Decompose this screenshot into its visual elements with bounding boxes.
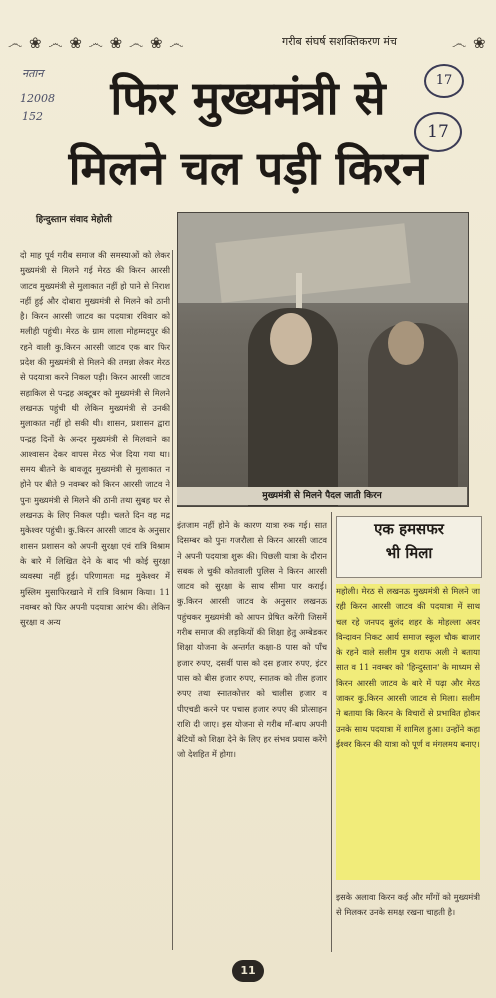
column-divider-1	[172, 250, 173, 950]
photo-caption: मुख्यमंत्री से मिलने पैदल जाती किरन	[177, 487, 467, 505]
boxed-subheading	[336, 516, 482, 578]
handwritten-note-line1: नतान	[22, 67, 44, 80]
headline-line1: फिर मुख्यमंत्री से	[110, 71, 386, 125]
boxed-subheading-line2: भी मिला	[385, 544, 433, 562]
article-column-3: महोली। मेरठ से लखनऊ मुख्यमंत्री से मिलने जा रही किरन आरसी जाटव की पदयात्रा में साथ चल रहे जनपद बुलंद शहर के मोहल्ला अवर विन्दावन निकट आर्य समाज स्कूल चौक बाजार के रहने वाले सलीम पुत्र शराफ अली ने बताया सात व 11 नवम्बर को 'हिन्दुस्तान' के माध्यम से किरन आरसी जाटव के बारे में पढ़ा और मेरठ जाकर कु.किरन आरसी जाटव से मिला। सलीम ने बताया कि किरन के विचारों से प्रभावित होकर उनके साथ पदयात्रा में शामिल हुआ। उन्होंने कहा ईश्वर किरन की यात्रा को पूर्ण व मंगलमय बनाए।	[336, 584, 480, 880]
handwritten-number-1: 17	[424, 64, 464, 98]
header-ornament-left: ෴ ❀ ෴ ❀ ෴ ❀ ෴ ❀ ෴	[8, 34, 185, 52]
byline: हिन्दुस्तान संवाद मेहोली	[36, 215, 113, 225]
article-column-1: दो माह पूर्व गरीब समाज की समस्याओं को लेकर मुख्यमंत्री से मिलने गई मेरठ की किरन आरसी जाटव मुख्यमंत्री से मुलाकात नहीं हो पाने से निराश नहीं हुई और दोबारा मुख्यमंत्री से मिलने को ठानी है। किरन आरसी जाटव का पदयात्रा रविवार को मलीही पहुंची। मेरठ के ग्राम लाला मोहम्मदपुर की रहने वाली कु.किरन आरसी जाटव एक बार फिर प्रदेश की मुख्यमंत्री से मिलने की तमन्ना लेकर मेरठ से पदयात्रा करने निकल पड़ी। किरन आरसी जाटव सहाकिल से पन्द्रह अक्टूबर को मुख्यमंत्री से मिलने लखनऊ पहुंची थी लेकिन मुख्यमंत्री से उनकी मुलाकात नहीं हो सकी थी। शासन, प्रशासन द्वारा पन्द्रह दिनों के अन्दर मुख्यमंत्री से मिलवाने का आश्वासन देकर वापस मेरठ भेज दिया गया था। समय बीतने के बावजूद मुख्यमंत्री से मुलाकात न होने पर बीते 9 नवम्बर को किरन आरसी जाटव ने पुनः मुख्यमंत्री से मिलने की ठानी तथा सुबह घर से लखनऊ के लिए निकल पड़ी। चलते दिन वह मद्र मुकेश्वर पहुंची। कु.किरन आरसी जाटव के अनुसार शासन प्रशासन को अपनी सुरक्षा एवं रात्रि विश्राम के बारे में लिखित देने के बाद भी कोई सुरक्षा व्यवस्था नहीं हुई। परिणामतः मद्र मुकेश्वर में मुस्लिम मुसाफिरखाने में रात्रि विश्राम किया। 11 नवम्बर को फिर अपनी पदयात्रा आरंभ की। लेकिन सुरक्षा व अन्य	[20, 250, 170, 628]
organization-name: गरीब संघर्ष सशक्तिकरण मंच	[282, 35, 397, 48]
news-photo	[177, 212, 469, 507]
photo-face-kiran	[270, 313, 312, 365]
article-column-2: इंतजाम नहीं होने के कारण यात्रा रुक गई। सात दिसम्बर को पुनः गजरौला से किरन आरसी जाटव ने अपनी पदयात्रा शुरू की। पिछली यात्रा के दौरान सबक ले चुकी कोतवाली पुलिस ने किरन आरसी जाटव को सुरक्षा के साथ सीमा पार कराई। कु.किरन आरसी जाटव के अनुसार लखनऊ पहुंचकर मुख्यमंत्री को आपन प्रेषित करेंगी जिसमें गरीब समाज की लड़कियों की शिक्षा हेतु अम्बेडकर शिक्षा योजना के अन्तर्गत कक्षा-8 पास को पाँच हजार रुपए, दसवीं पास को दस हजार रुपए, इंटर पास को बीस हजार रुपए, स्नातक को तीस हजार रुपए तथा स्नातकोत्तर को चालीस हजार व पीएचडी करने पर पचास हजार रुपए की प्रोत्साहन राशि दी जाए। इस योजना से गरीब माँ-बाप अपनी बेटियों को शिक्षा देने के लिए हर संभव प्रयास करेंगे जो देशहित में होगा।	[177, 520, 327, 760]
photo-face-companion	[388, 321, 424, 365]
headline-line2: मिलने चल पड़ी किरन	[68, 141, 428, 195]
header-ornament-right: ෴ ❀	[452, 34, 487, 52]
handwritten-note-line3: 152	[22, 110, 43, 123]
boxed-subheading-line1: एक हमसफर	[374, 520, 444, 538]
handwritten-number-2: 17	[414, 112, 462, 152]
page-number: 11	[232, 960, 264, 982]
column-divider-2	[331, 512, 332, 952]
article-column-3-tail: इसके अलावा किरन कई और माँगों को मुख्यमंत्री से मिलकर उनके समक्ष रखना चाहती है।	[336, 892, 480, 918]
handwritten-note-line2: 12008	[20, 92, 55, 105]
